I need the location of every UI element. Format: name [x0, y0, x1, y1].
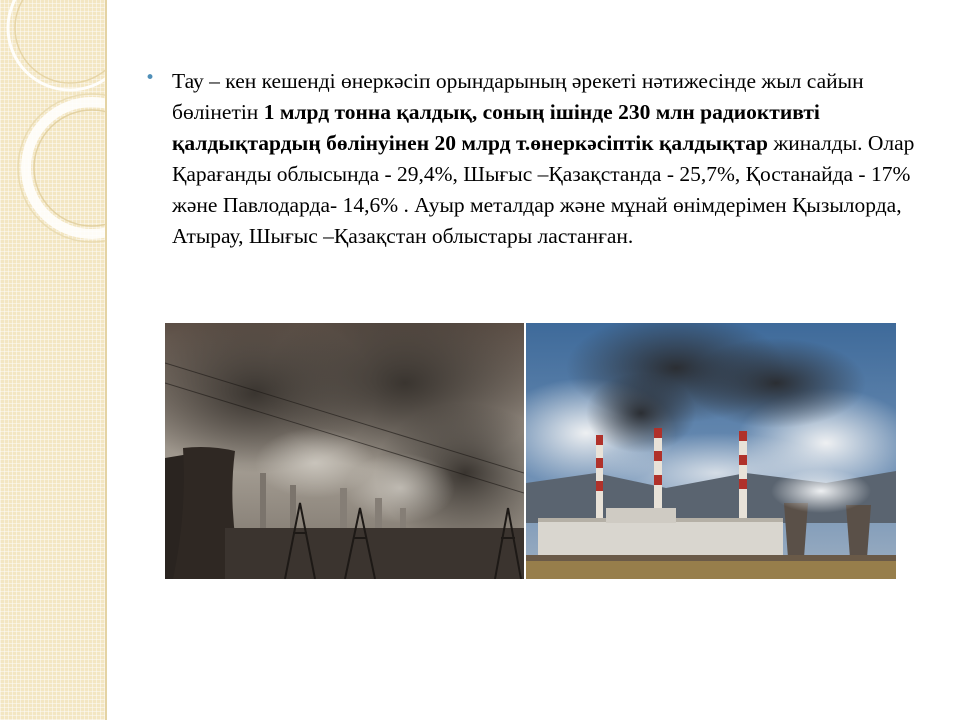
paragraph-bold-text: 1 млрд тонна қалдық, соның ішінде 230 млн радиоктивті қалдықтардың бөлінуінен 20 млрд т.өнеркәсіптік қалдықтар [172, 100, 820, 155]
photo-row [165, 323, 896, 579]
bullet-item [145, 66, 915, 252]
bullet-marker: • [145, 68, 156, 88]
decorative-sidebar [0, 0, 107, 720]
cooling-tower-smoke-photo [165, 323, 524, 579]
power-plant-chimneys-photo [526, 323, 896, 579]
content-bullet-list [145, 66, 915, 252]
paragraph-text-end: жиналды. Олар Қарағанды облысында - 29,4%, Шығыс –Қазақстанда - 25,7%, Қостанайда - 17% және Павлодарда- 14,6% . Ауыр металдар және мұнай өнімдерімен Қызылорда, Атырау, Шығыс –Қазақстан облыстары ластанған. [172, 131, 915, 248]
bullet-paragraph [172, 66, 915, 252]
paragraph-text-start: Тау – кен кешенді өнеркәсіп орындарының әрекеті нәтижесінде жыл сайын бөлінетін [172, 69, 864, 124]
decorative-rings [0, 0, 105, 720]
